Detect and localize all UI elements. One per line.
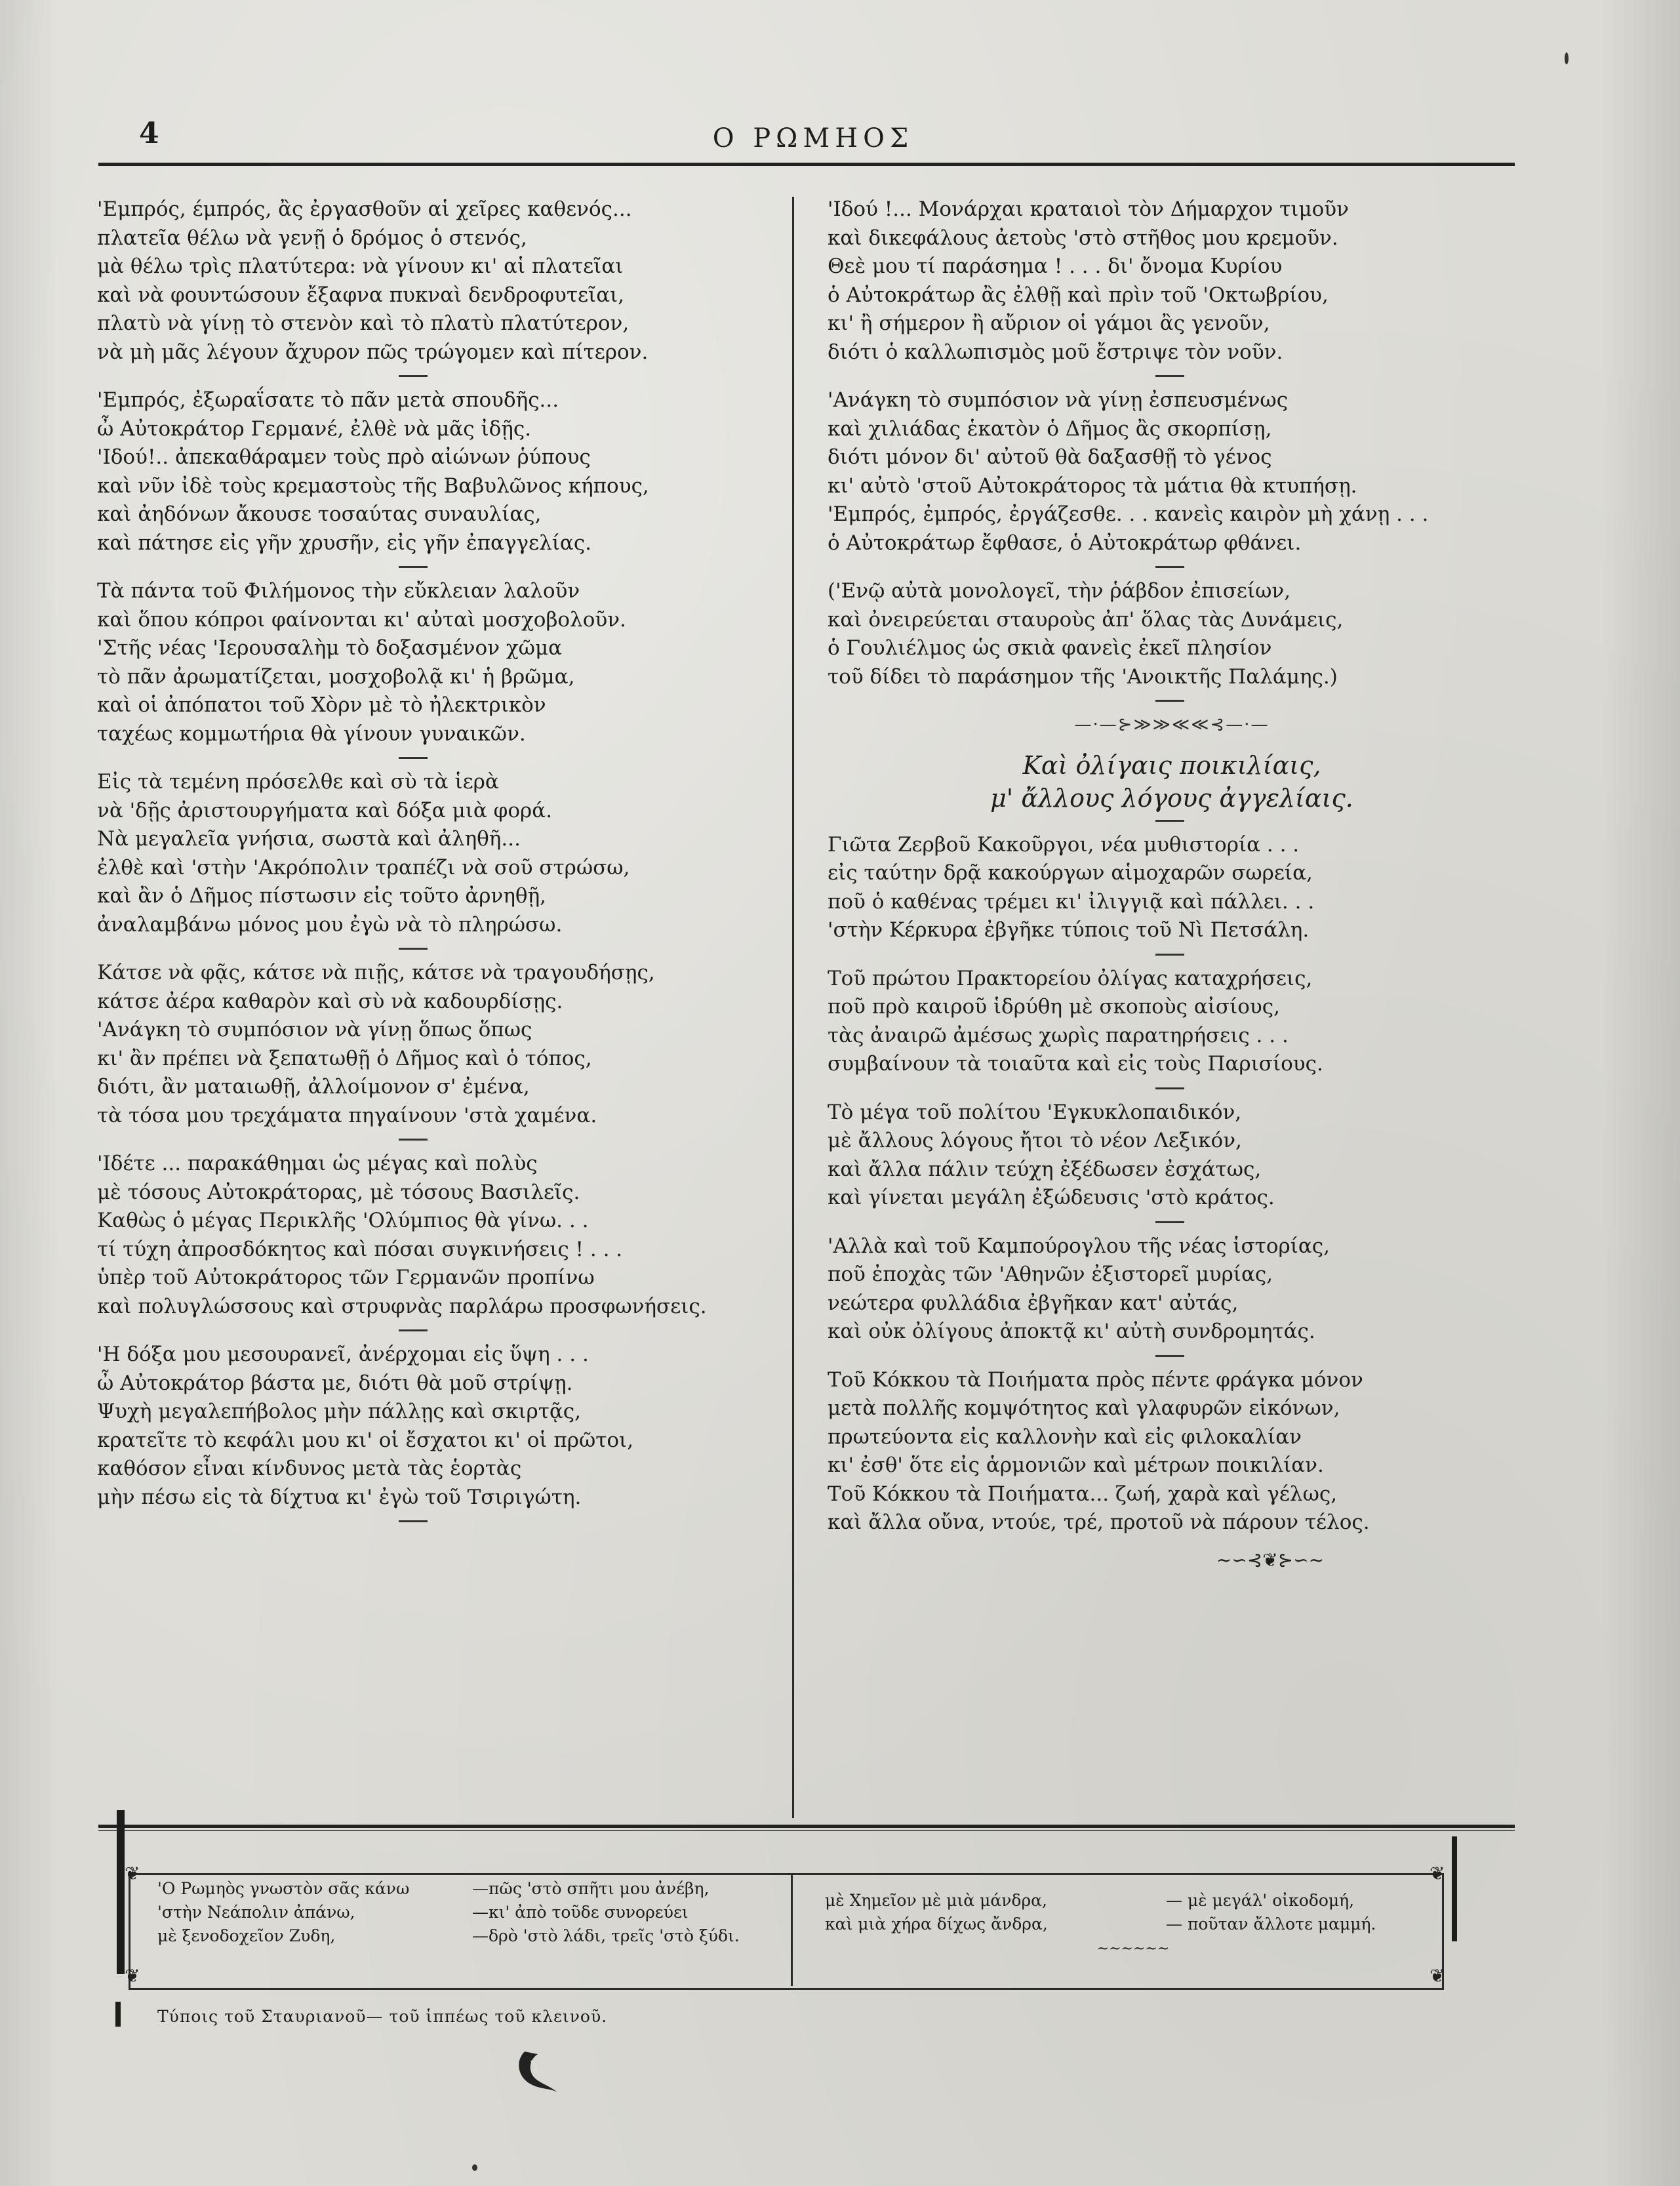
verse-line: 'Ιδέτε ... παρακάθημαι ὡς μέγας καὶ πολὺς: [97, 1152, 538, 1175]
verse-line: πλατὺ νὰ γίνῃ τὸ στενὸν καὶ τὸ πλατὺ πλατύτερον,: [97, 312, 630, 335]
stanza-separator: [1155, 375, 1184, 377]
advertisement-row: [157, 1924, 787, 1948]
masthead-title: Ο ΡΩΜΗΟΣ: [712, 123, 914, 153]
verse-line: μὰ θέλω τρὶς πλατύτερα: νὰ γίνουν κι' αἱ πλατεῖαι: [97, 254, 624, 278]
stanza-separator: [399, 948, 428, 950]
verse-line: ἀναλαμβάνω μόνος μου ἐγὼ νὰ τὸ πληρώσω.: [97, 912, 563, 937]
verse-line: διότι ὁ καλλωπισμὸς μοῦ ἔστριψε τὸν νοῦν.: [828, 340, 1283, 364]
stanza: [97, 386, 786, 557]
verse-line: κρατεῖτε τὸ κεφάλι μου κι' οἱ ἔσχατοι κι' οἱ πρῶτοι,: [97, 1428, 634, 1452]
right-column-announcements: [828, 831, 1516, 1537]
stanza-separator: [1155, 1221, 1184, 1223]
rubric-line-1: Καὶ ὀλίγαις ποικιλίαις,: [1022, 750, 1321, 780]
advertisement-verse: — ποῦταν ἄλλοτε μαμμή.: [1166, 1914, 1376, 1933]
stanza-separator: [1155, 566, 1184, 568]
verse-line: Τὰ πάντα τοῦ Φιλήμονος τὴν εὔκλειαν λαλοῦν: [97, 579, 580, 603]
stanza: [828, 577, 1516, 691]
verse-line: καὶ οὐκ ὀλίγους ἀποκτᾷ κι' αὐτὴ συνδρομητάς.: [828, 1320, 1315, 1343]
verse-line: τί τύχη ἀπροσδόκητος καὶ πόσαι συγκινήσεις ! . . .: [97, 1237, 623, 1261]
box-left-bar: [117, 1810, 125, 1974]
verse-line: Εἰς τὰ τεμένη πρόσελθε καὶ σὺ τὰ ἱερὰ: [97, 770, 499, 794]
header-rule: [98, 163, 1515, 166]
verse-line: Καθὼς ὁ μέγας Περικλῆς 'Ολύμπιος θὰ γίνω. . .: [97, 1209, 589, 1232]
verse-line: πρωτεύοντα εἰς καλλονὴν καὶ εἰς φιλοκαλίαν: [828, 1425, 1302, 1449]
advertisement-verse: 'Ο Ρωμηὸς γνωστὸν σᾶς κάνω: [157, 1879, 410, 1898]
verse-line: καὶ πολυγλώσσους καὶ στρυφνὰς παρλάρω προσφωνήσεις.: [97, 1294, 707, 1318]
ink-speck: [1565, 52, 1569, 64]
corner-ornament-icon: ❦: [1430, 1965, 1445, 1987]
verse-line: ὁ Αὐτοκράτωρ ἂς ἐλθῇ καὶ πρὶν τοῦ 'Οκτωβρίου,: [828, 283, 1329, 307]
verse-line: τὰς ἀναιρῶ ἀμέσως χωρὶς παρατηρήσεις . . .: [828, 1023, 1289, 1047]
corner-ornament-icon: ❦: [125, 1863, 140, 1884]
verse-line: Τοῦ πρώτου Πρακτορείου ὀλίγας καταχρήσεις,: [828, 966, 1313, 990]
verse-line: κι' αὐτὸ 'στοῦ Αὐτοκράτορος τὰ μάτια θὰ κτυπήσῃ.: [828, 474, 1357, 498]
bottom-rule-thin: [98, 1830, 1515, 1831]
verse-line: ὁ Γουλιέλμος ὡς σκιὰ φανεὶς ἐκεῖ πλησίον: [828, 636, 1272, 660]
corner-ornament-icon: ❦: [1430, 1863, 1445, 1884]
advertisement-right: [825, 1889, 1441, 1961]
stanza: [97, 959, 786, 1130]
left-column: [97, 195, 786, 1531]
advertisement-verse: μὲ ξενοδοχεῖον Ζυδη,: [157, 1926, 336, 1945]
verse-line: καὶ νὰ φουντώσουν ἔξαφνα πυκναὶ δενδροφυτεῖαι,: [97, 283, 625, 307]
stanza: [828, 195, 1516, 367]
verse-line: καὶ ὅπου κόπροι φαίνονται κι' αὐταὶ μοσχοβολοῦν.: [97, 607, 626, 632]
verse-line: καὶ ἀηδόνων ἄκουσε τοσαύτας συναυλίας,: [97, 502, 542, 526]
verse-line: μὴν πέσω εἰς τὰ δίχτυα κι' ἐγὼ τοῦ Τσιριγώτη.: [97, 1485, 582, 1509]
bottom-rule: [98, 1825, 1515, 1828]
stanza-separator: [399, 757, 428, 759]
advertisement-right-rows: [825, 1889, 1441, 1936]
verse-line: Τοῦ Κόκκου τὰ Ποιήματα... ζωή, χαρὰ καὶ γέλως,: [828, 1482, 1338, 1506]
stanza: [828, 386, 1516, 557]
verse-line: ποῦ ὁ καθένας τρέμει κι' ἰλιγγιᾷ καὶ πάλλει. . .: [828, 889, 1315, 914]
binding-shadow: [1601, 0, 1680, 2186]
stanza-separator: [399, 375, 428, 377]
stanza: [828, 965, 1516, 1079]
advertisement-row: [825, 1889, 1441, 1913]
rubric-heading: [828, 749, 1516, 815]
verse-line: καὶ γίνεται μεγάλη ἐξώδευσις 'στὸ κράτος.: [828, 1186, 1275, 1209]
printer-imprint: Τύποις τοῦ Σταυριανοῦ— τοῦ ἱππέως τοῦ κλεινοῦ.: [157, 2007, 608, 2026]
box-right-bar: [1452, 1836, 1457, 1941]
verse-line: ποῦ πρὸ καιροῦ ἱδρύθη μὲ σκοποὺς αἰσίους,: [828, 995, 1280, 1019]
verse-line: τοῦ δίδει τὸ παράσημον τῆς 'Ανοικτῆς Παλάμης.): [828, 664, 1338, 689]
verse-line: εἰς ταύτην δρᾷ κακούργων αἱμοχαρῶν σωρεία,: [828, 861, 1313, 885]
column-divider: [792, 197, 794, 1818]
verse-line: 'Στῆς νέας 'Ιερουσαλὴμ τὸ δοξασμένον χῶμα: [97, 636, 563, 660]
stanza: [97, 195, 786, 367]
verse-line: 'Ιδού!.. ἀπεκαθάραμεν τοὺς πρὸ αἰώνων ῥύπους: [97, 445, 591, 469]
stanza-separator: [1155, 1087, 1184, 1089]
printer-emblem-icon: [511, 2045, 564, 2097]
verse-line: 'Εμπρός, ἐμπρός, ἐργάζεσθε. . . κανεὶς καιρὸν μὴ χάνῃ . . .: [828, 502, 1429, 526]
verse-line: 'στὴν Κέρκυρα ἐβγῆκε τύποις τοῦ Νὶ Πετσάλη.: [828, 918, 1310, 942]
verse-line: ('Ενῷ αὐτὰ μονολογεῖ, τὴν ῥάβδον ἐπισείων,: [828, 579, 1291, 603]
verse-line: καθόσον εἶναι κίνδυνος μετὰ τὰς ἑορτὰς: [97, 1457, 522, 1480]
verse-line: μὲ ἄλλους λόγους ἤτοι τὸ νέον Λεξικόν,: [828, 1129, 1242, 1152]
stanza-separator: [1155, 954, 1184, 956]
verse-line: μετὰ πολλῆς κομψότητος καὶ γλαφυρῶν εἰκόνων,: [828, 1396, 1340, 1420]
stanza-separator: [1155, 820, 1184, 822]
verse-line: Ψυχὴ μεγαλεπήβολος μὴν πάλλῃς καὶ σκιρτᾷς,: [97, 1400, 582, 1423]
verse-line: Κάτσε νὰ φᾷς, κάτσε νὰ πιῇς, κάτσε νὰ τραγουδήσῃς,: [97, 961, 655, 984]
verse-line: Νὰ μεγαλεῖα γνήσια, σωστὰ καὶ ἀληθῆ...: [97, 827, 521, 851]
verse-line: Γιῶτα Ζερβοῦ Κακοῦργοι, νέα μυθιστορία . . .: [828, 832, 1300, 857]
advertisement-verse: — μὲ μεγάλ' οἰκοδομή,: [1166, 1891, 1355, 1910]
page-edge-shadow: [0, 0, 59, 2186]
stanza: [828, 831, 1516, 945]
verse-line: ποῦ ἐποχὰς τῶν 'Αθηνῶν ἐξιστορεῖ μυρίας,: [828, 1263, 1273, 1286]
verse-line: μὲ τόσους Αὐτοκράτορας, μὲ τόσους Βασιλεῖς.: [97, 1180, 580, 1204]
verse-line: ὁ Αὐτοκράτωρ ἔφθασε, ὁ Αὐτοκράτωρ φθάνει.: [828, 531, 1302, 555]
verse-line: κι' ἐσθ' ὅτε εἰς ἁρμονιῶν καὶ μέτρων ποικιλίαν.: [828, 1453, 1324, 1477]
verse-line: 'Εμπρός, έμπρός, ἂς ἐργασθοῦν αἱ χεῖρες καθενός...: [97, 197, 632, 221]
advertisement-verse: 'στὴν Νεάπολιν ἀπάνω,: [157, 1903, 355, 1922]
ornament-divider: —·—⊱≫≫≪≪⊰—·—: [1074, 715, 1270, 735]
stanza: [828, 1099, 1516, 1213]
ink-speck: [472, 2164, 477, 2171]
verse-line: πλατεῖα θέλω νὰ γενῇ ὁ δρόμος ὁ στενός,: [97, 226, 527, 250]
advertisement-verse: —κι' ἀπὸ τοῦδε συνορεύει: [472, 1903, 689, 1922]
verse-line: ὦ Αὐτοκράτορ Γερμανέ, ἐλθὲ νὰ μᾶς ἰδῇς.: [97, 416, 532, 441]
stanza: [97, 1150, 786, 1321]
verse-line: Θεὲ μου τί παράσημα ! . . . δι' ὄνομα Κυρίου: [828, 254, 1283, 278]
verse-line: συμβαίνουν τὰ τοιαῦτα καὶ εἰς τοὺς Παρισίους.: [828, 1052, 1323, 1076]
stanza-separator: [1155, 1355, 1184, 1357]
right-column-top-stanzas: [828, 195, 1516, 702]
verse-line: 'Ανάγκη τὸ συμπόσιον νὰ γίνῃ ἐσπευσμένως: [828, 388, 1289, 412]
printer-bar: [115, 2002, 121, 2027]
advertisement-left: [157, 1877, 787, 1948]
verse-line: ὑπὲρ τοῦ Αὐτοκράτορος τῶν Γερμανῶν προπίνω: [97, 1266, 595, 1289]
verse-line: 'Ανάγκη τὸ συμπόσιον νὰ γίνῃ ὅπως ὅπως: [97, 1018, 532, 1042]
verse-line: καὶ πάτησε εἰς γῆν χρυσῆν, εἰς γῆν ἐπαγγελίας.: [97, 531, 592, 555]
advertisement-flourish: ~~~~~~: [1096, 1941, 1170, 1957]
verse-line: καὶ οἱ ἀπόπατοι τοῦ Χὸρν μὲ τὸ ἠλεκτρικὸν: [97, 693, 546, 717]
verse-line: νεώτερα φυλλάδια ἐβγῆκαν κατ' αὐτάς,: [828, 1291, 1239, 1315]
stanza: [97, 1341, 786, 1512]
verse-line: ταχέως κομμωτήρια θὰ γίνουν γυναικῶν.: [97, 721, 526, 746]
page-number: 4: [139, 117, 159, 150]
verse-line: διότι, ἂν ματαιωθῇ, ἀλλοίμονον σ' ἐμένα,: [97, 1075, 530, 1099]
verse-line: κι' ἂν πρέπει νὰ ξεπατωθῇ ὁ Δῆμος καὶ ὁ τόπος,: [97, 1046, 592, 1070]
verse-line: καὶ ἂν ὁ Δῆμος πίστωσιν εἰς τοῦτο ἀρνηθῇ,: [97, 884, 547, 908]
verse-line: 'Η δόξα μου μεσουρανεῖ, ἀνέρχομαι εἰς ὕψη . . .: [97, 1343, 589, 1366]
advertisement-verse: μὲ Χημεῖον μὲ μιὰ μάνδρα,: [825, 1891, 1047, 1910]
verse-line: καὶ χιλιάδας ἑκατὸν ὁ Δῆμος ἂς σκορπίσῃ,: [828, 416, 1272, 441]
verse-line: 'Αλλὰ καὶ τοῦ Καμπούρογλου τῆς νέας ἱστορίας,: [828, 1234, 1330, 1258]
stanza: [97, 768, 786, 939]
stanza-separator: [399, 1520, 428, 1522]
verse-line: διότι μόνον δι' αὐτοῦ θὰ δαξασθῇ τὸ γένος: [828, 445, 1272, 469]
verse-line: ὦ Αὐτοκράτορ βάστα με, διότι θὰ μοῦ στρίψῃ.: [97, 1371, 573, 1395]
advertisement-row: [157, 1901, 787, 1924]
verse-line: κάτσε ἀέρα καθαρὸν καὶ σὺ νὰ καδουρδίσῃς.: [97, 989, 563, 1013]
verse-line: τὸ πᾶν ἀρωματίζεται, μοσχοβολᾷ κι' ἡ βρῶμα,: [97, 664, 575, 689]
stanza-separator: [399, 1329, 428, 1331]
verse-line: κι' ἢ σήμερον ἢ αὔριον οἱ γάμοι ἂς γενοῦν,: [828, 312, 1270, 335]
stanza-separator: [399, 566, 428, 568]
box-divider: [791, 1873, 793, 1986]
stanza-separator: [399, 1139, 428, 1141]
advertisement-verse: —πῶς 'στὸ σπῆτι μου ἀνέβη,: [472, 1879, 710, 1898]
rubric-line-2: μ' ἄλλους λόγους ἀγγελίαις.: [990, 783, 1353, 813]
advertisement-verse: καὶ μιὰ χήρα δίχως ἄνδρα,: [825, 1914, 1048, 1933]
verse-line: Τὸ μέγα τοῦ πολίτου 'Εγκυκλοπαιδικόν,: [828, 1100, 1242, 1124]
verse-line: νὰ μὴ μᾶς λέγουν ἄχυρον πῶς τρώγομεν καὶ πίτερον.: [97, 340, 649, 364]
verse-line: καὶ δικεφάλους ἀετοὺς 'στὸ στῆθος μου κρεμοῦν.: [828, 226, 1338, 250]
right-column: [828, 195, 1516, 1574]
verse-line: καὶ ἄλλα οὔνα, ντούε, τρέ, προτοῦ νὰ πάρουν τέλος.: [828, 1510, 1370, 1534]
corner-ornament-icon: ❦: [125, 1965, 140, 1987]
verse-line: 'Ιδού !... Μονάρχαι κραταιοὶ τὸν Δήμαρχον τιμοῦν: [828, 197, 1349, 221]
stanza-separator: [1155, 700, 1184, 702]
stanza: [97, 577, 786, 748]
advertisement-row: [825, 1913, 1441, 1936]
verse-line: καὶ ὀνειρεύεται σταυροὺς ἀπ' ὅλας τὰς Δυνάμεις,: [828, 607, 1344, 632]
verse-line: ἐλθὲ καὶ 'στὴν 'Ακρόπολιν τραπέζι νὰ σοῦ στρώσω,: [97, 855, 630, 880]
verse-line: καὶ νῦν ἰδὲ τοὺς κρεμαστοὺς τῆς Βαβυλῶνος κήπους,: [97, 474, 649, 498]
advertisement-verse: —δρὸ 'στὸ λάδι, τρεῖς 'στὸ ξύδι.: [472, 1926, 740, 1945]
stanza: [828, 1366, 1516, 1537]
verse-line: τὰ τόσα μου τρεχάματα πηγαίνουν 'στὰ χαμένα.: [97, 1103, 597, 1127]
verse-line: καὶ ἄλλα πάλιν τεύχη ἐξέδωσεν ἐσχάτως,: [828, 1157, 1262, 1181]
end-flourish: ~∽⊰❦⊱∽~: [1216, 1548, 1325, 1571]
stanza: [828, 1232, 1516, 1346]
advertisement-row: [157, 1877, 787, 1901]
verse-line: Τοῦ Κόκκου τὰ Ποιήματα πρὸς πέντε φράγκα μόνον: [828, 1367, 1363, 1392]
verse-line: 'Εμπρός, ἐξωραΐσατε τὸ πᾶν μετὰ σπουδῆς...: [97, 388, 559, 412]
verse-line: νὰ 'δῇς ἀριστουργήματα καὶ δόξα μιὰ φορά.: [97, 798, 553, 822]
